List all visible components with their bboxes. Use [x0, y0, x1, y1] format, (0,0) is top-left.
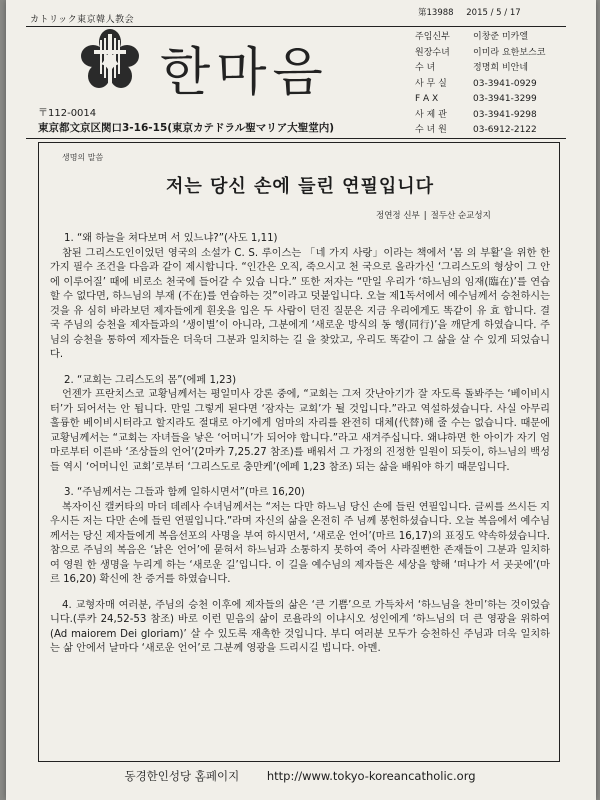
- header-bottom-rule: [26, 138, 566, 139]
- article-title: 저는 당신 손에 들린 연필입니다: [165, 176, 435, 197]
- footer: [0, 768, 600, 784]
- issue-info: [418, 6, 531, 18]
- issue-number: 第13988: [418, 8, 454, 18]
- contact-row: 사 제 관 03-3941-9298: [415, 109, 537, 120]
- bulletin-title: 한마음: [160, 43, 329, 103]
- contact-row: F A X 03-3941-3299: [415, 94, 537, 104]
- contact-row: 사 무 실 03-3941-0929: [415, 78, 537, 89]
- section-text: 언젠가 프란치스코 교황님께서는 평일미사 강론 중에, “교회는 그저 갓난아기가 잘 자도록 돌봐주는 ‘베이비시터’가 되어서는 안 됩니다. 만일 그렇게 된다면 ‘잠자는 교회’가 될 것입니다.”라고 역설하셨습니다. 사실 아무리 훌륭한 베이비시터라고 할지라도 절대로 아기에게 엄마의 자리를 완전히 대체(代替)해 줄 수는 없습니다. 때문에 교황님께서는 “교회는 자녀들을 낳은 ‘어머니’가 되어야 합니다.”라고 새겨주십니다. 왜냐하면 한 아이가 자기 엄마로부터 이른바 ‘조상들의 언어’(2마카 7,25.27 참조)를 배워서 그 가정의 진정한 일원이 되듯이, 하느님의 백성들 역시 ‘어머니인 교회’로부터 ‘그리스도로 충만케’(에페 1,23 참조) 되는 삶을 배워야 하기 때문입니다.: [50, 389, 550, 473]
- article-section: [50, 486, 550, 588]
- contact-row: 원장수녀 이미라 요한보스코: [415, 47, 546, 58]
- author-place: 절두산 순교성지: [430, 211, 491, 221]
- issue-date: 2015 / 5 / 17: [466, 8, 521, 18]
- section-text: 참된 그리스도인이었던 영국의 소설가 C. S. 루이스는 「네 가지 사랑」이라는 책에서 ‘몸 의 부활’을 위한 한 가지 필수 조건을 다음과 같이 제시합니다. “인간은 오직, 죽으시고 천 국으로 올라가신 ‘그리스도의 형상이 그 안에 이루어질’ 때에 비로소 천국에 들어갈 수 있습 니다.” 또한 저자는 “만일 우리가 ‘하느님의 임재(臨在)’를 연습할 수 없다면, 하느님의 부재 (不在)를 연습하는 것”이라고 덧붙입니다. 오늘 제1독서에서 예수님께서 승천하시는 것을 유 심히 바라보던 제자들에게 흰옷을 입은 두 사람이 던진 질문은 지금 우리에게도 똑같이 유 효 합니다. 결국 주님의 승천을 제자들과의 ‘생이별’이 아니라, 그분에게 ‘새로운 방식의 동 행(同行)’을 깨닫게 하였습니다. 주님의 승천을 통하여 제자들은 더욱더 그분과 일치하는 길 을 찾았고, 우리도 똑같이 그 삶을 살 수 있게 되었습니다.: [50, 247, 550, 360]
- contact-list: [415, 30, 545, 139]
- article-section: [50, 374, 550, 476]
- postal-code: 〒112-0014: [38, 108, 97, 119]
- article-section: [50, 599, 550, 657]
- contact-row: 수 녀 원 03-6912-2122: [415, 125, 537, 135]
- section-heading: 2. “교회는 그리스도의 몸”(에페 1,23): [64, 374, 237, 386]
- section-heading: 3. “주님께서는 그들과 함께 일하시면서”(마르 16,20): [64, 487, 305, 498]
- header-rule: [26, 26, 566, 27]
- homepage-link[interactable]: http://www.tokyo-koreancatholic.org: [266, 769, 476, 783]
- section-text: 복자이신 캘커타의 마더 데레사 수녀님께서는 “저는 다만 하느님 당신 손에 들린 연필입니다. 글씨를 쓰시든 지우시든 저는 다만 손에 들린 연필입니다.”라며 자신의 삶을 온전히 주 님께 봉헌하셨습니다. 오늘 복음에서 예수님께서는 당신 제자들에게 복음선포의 사명을 부여 하시면서, ‘새로운 언어’(마르 16,17)의 표징도 약속하셨습니다. 참으로 주님의 복음은 ‘낡은 언어’에 묻혀서 하느님과 소통하지 못하여 죽어 사라질뻔한 존재들이 그분과 일치하여 영원 한 생명을 누리게 하는 ‘새로운 길’입니다. 이 길을 예수님의 제자들은 세상을 향해 ‘떠나가 서 곳곳에’(마르 16,20) 확신에 찬 증거를 하였습니다.: [50, 501, 550, 585]
- author-name: 정연정 신부: [376, 211, 420, 221]
- article-body: [50, 232, 550, 668]
- contact-row: 수 녀 정명희 비안네: [415, 63, 529, 73]
- church-address: 東京都文京区関口3-16-15(東京カテドラル聖マリア大聖堂内): [38, 122, 335, 134]
- article-category: 생명의 말씀: [62, 153, 104, 162]
- article-section: [50, 232, 550, 363]
- section-heading: 1. “왜 하늘을 쳐다보며 서 있느냐?”(사도 1,11): [64, 233, 278, 244]
- org-name: カトリック東京韓人教会: [30, 15, 135, 25]
- footer-label: 동경한인성당 홈페이지: [124, 769, 240, 783]
- section-text: 4. 교형자매 여러분, 주님의 승천 이후에 제자들의 삶은 ‘큰 기쁨’으로 가득차서 ‘하느님을 찬미’하는 것이었습니다.(루카 24,52-53 참조) 바로 이런 믿음의 삶이 로욜라의 이냐시오 성인에게 ‘하느님의 더 큰 영광을 위하여(Ad maiorem Dei gloriam)’ 살 수 있도록 재촉한 것입니다. 부디 여러분 모두가 승천하신 주님과 더욱 일치하는 삶 안에서 날마다 ‘새로운 언어’로 그분께 영광을 드리시길 빕니다. 아멘.: [50, 599, 550, 654]
- contact-row: 주임신부 이창준 미카엘: [415, 32, 529, 42]
- cross-flower-logo-icon: [78, 28, 142, 92]
- byline: 정연정 신부 | 절두산 순교성지: [376, 211, 491, 221]
